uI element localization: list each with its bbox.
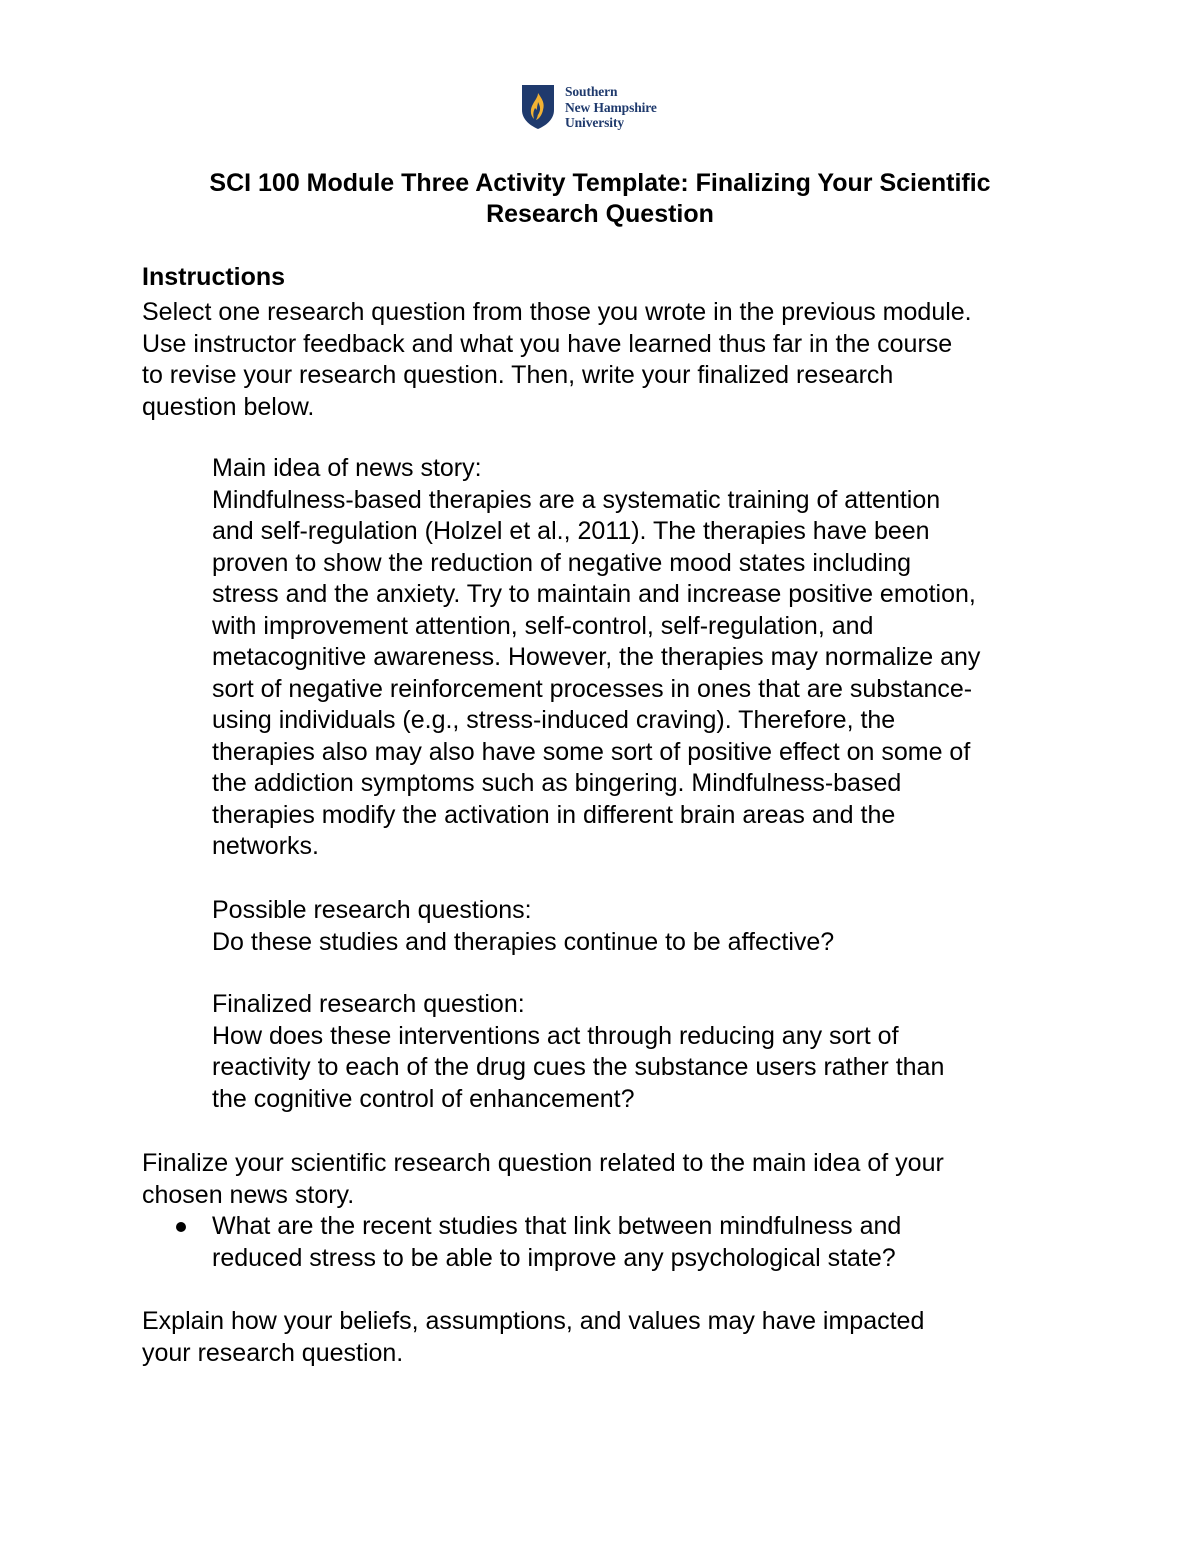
finalize-prompt-line: chosen news story. [142,1180,355,1209]
explain-prompt-line: Explain how your beliefs, assumptions, and values may have impacted [142,1307,925,1335]
bullet-line: What are the recent studies that link between mindfulness and [212,1212,902,1240]
possible-questions-section [212,895,834,958]
main-idea-line: and self-regulation (Holzel et al., 2011). The therapies have been [212,517,930,545]
bullet-line: reduced stress to be able to improve any psychological state? [212,1243,896,1272]
bullet-icon [176,1222,186,1232]
possible-question-line: Do these studies and therapies continue to be affective? [212,927,835,956]
instructions-heading: Instructions [142,263,286,291]
finalized-question-line: How does these interventions act through reducing any sort of [212,1021,899,1050]
instructions-line: Use instructor feedback and what you have learned thus far in the course [142,329,953,358]
title-line-2: Research Question [486,200,714,228]
instructions-line: question below. [142,392,315,421]
main-idea-line: networks. [212,832,319,860]
main-idea-line: therapies modify the activation in different brain areas and the [212,800,896,829]
main-idea-line: sort of negative reinforcement processes in ones that are substance- [212,674,973,703]
university-logo [521,84,657,131]
main-idea-line: metacognitive awareness. However, the therapies may normalize any [212,643,981,671]
shield-flame-icon [521,84,555,130]
explain-prompt [142,1306,924,1369]
main-idea-line: with improvement attention, self-control, self-regulation, and [212,611,874,640]
logo-line-1: Southern [565,84,618,99]
finalized-question-label: Finalized research question: [212,990,525,1018]
logo-line-3: University [565,115,624,130]
finalize-bullet-item [212,1211,901,1274]
instructions-line: to revise your research question. Then, write your finalized research [142,361,894,389]
main-idea-line: proven to show the reduction of negative mood states including [212,548,912,577]
main-idea-label: Main idea of news story: [212,454,482,482]
finalized-question-section [212,989,944,1115]
main-idea-line: using individuals (e.g., stress-induced craving). Therefore, the [212,706,896,734]
logo-wordmark [565,84,657,131]
finalized-question-line: the cognitive control of enhancement? [212,1084,635,1113]
finalize-prompt [142,1148,944,1211]
instructions-line: Select one research question from those you wrote in the previous module. [142,298,972,326]
finalize-prompt-line: Finalize your scientific research question related to the main idea of your [142,1149,944,1177]
title-line-1: SCI 100 Module Three Activity Template: Finalizing Your Scientific [209,169,991,197]
explain-prompt-line: your research question. [142,1338,404,1367]
main-idea-line: the addiction symptoms such as bingering. Mindfulness-based [212,769,902,797]
main-idea-line: Mindfulness-based therapies are a systematic training of attention [212,485,941,514]
document-title [100,168,1100,230]
instructions-paragraph [142,297,972,423]
main-idea-line: stress and the anxiety. Try to maintain and increase positive emotion, [212,580,976,608]
finalized-question-line: reactivity to each of the drug cues the substance users rather than [212,1053,945,1081]
logo-line-2: New Hampshire [565,99,657,115]
main-idea-line: therapies also may also have some sort of positive effect on some of [212,737,971,766]
possible-questions-label: Possible research questions: [212,896,532,924]
main-idea-section [212,453,980,863]
